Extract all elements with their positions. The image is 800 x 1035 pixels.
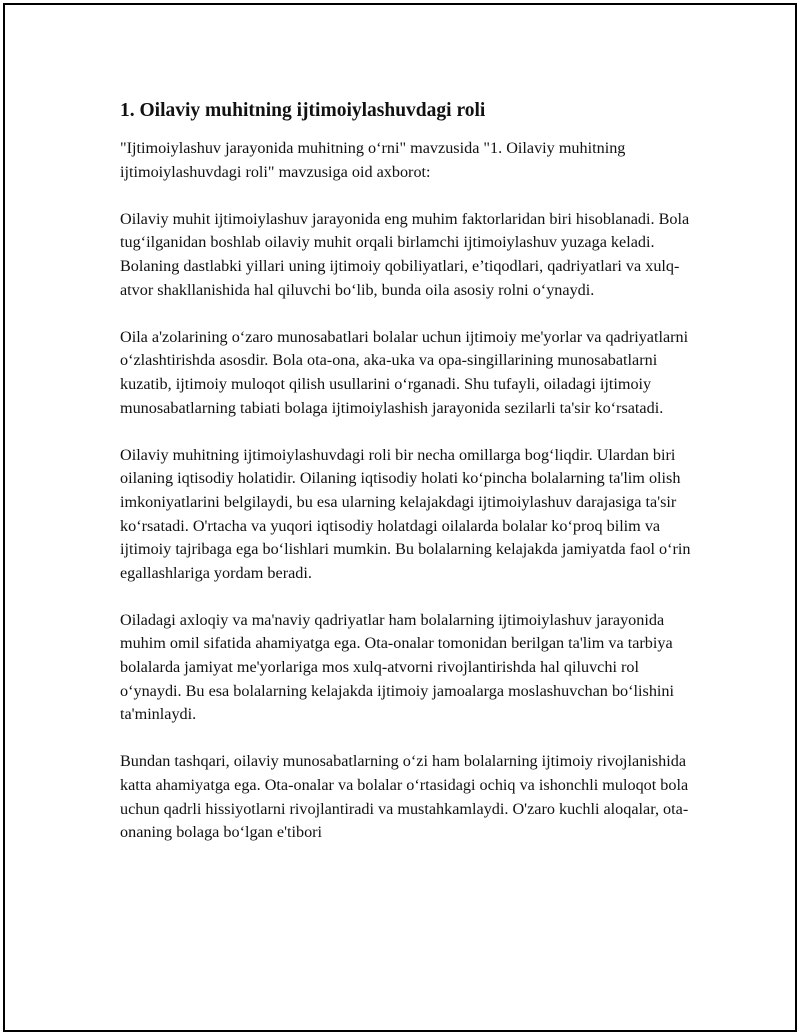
paragraph-2: Oila a'zolarining o‘zaro munosabatlari bolalar uchun ijtimoiy me'yorlar va qadriyatlarni o‘zlashtirishda asosdir. Bola ota-ona, aka-uka va opa-singillarining munosabatlarni kuzatib, ijtimoiy muloqot qilish usullarini o‘rganadi. Shu tufayli, oiladagi ijtimoiy munosabatlarning tabiati bolaga ijtimoiylashish jarayonida sezilarli ta'sir ko‘rsatadi.	[120, 327, 689, 417]
paragraph-3: Oilaviy muhitning ijtimoiylashuvdagi roli bir necha omillarga bog‘liqdir. Ulardan biri oilaning iqtisodiy holatidir. Oilaning iqtisodiy holati ko‘pincha bolalarning ta'lim olish imkoniyatlarini belgilaydi, bu esa ularning kelajakdagi ijtimoiylashuv darajasiga ta'sir ko‘rsatadi. O'rtacha va yuqori iqtisodiy holatdagi oilalarda bolalar ko‘proq bilim va ijtimoiy tajribaga ega bo‘lishlari mumkin. Bu bolalarning kelajakda jamiyatda faol o‘rin egallashlariga yordam beradi.	[120, 445, 691, 582]
paragraph-1: Oilaviy muhit ijtimoiylashuv jarayonida eng muhim faktorlaridan biri hisoblanadi. Bola tug‘ilganidan boshlab oilaviy muhit orqali birlamchi ijtimoiylashuv yuzaga keladi. Bolaning dastlabki yillari uning ijtimoiy qobiliyatlari, e’tiqodlari, qadriyatlari va xulq-atvor shakllanishida hal qiluvchi bo‘lib, bunda oila asosiy rolni o‘ynaydi.	[120, 209, 690, 299]
paragraph-5: Bundan tashqari, oilaviy munosabatlarning o‘zi ham bolalarning ijtimoiy rivojlanishida katta ahamiyatga ega. Ota-onalar va bolalar o‘rtasidagi ochiq va ishonchli muloqot bola uchun qadrli hissiyotlarni rivojlantiradi va mustahkamlaydi. O'zaro kuchli aloqalar, ota-onaning bolaga bo‘lgan e'tibori	[120, 752, 689, 842]
paragraph-intro: "Ijtimoiylashuv jarayonida muhitning o‘rni" mavzusida "1. Oilaviy muhitning ijtimoiylashuvdagi roli" mavzusiga oid axborot:	[120, 139, 626, 181]
page-frame	[3, 3, 797, 1032]
document-heading: 1. Oilaviy muhitning ijtimoiylashuvdagi roli	[120, 100, 486, 121]
document-body	[120, 97, 695, 868]
paragraph-4: Oiladagi axloqiy va ma'naviy qadriyatlar ham bolalarning ijtimoiylashuv jarayonida muhim omil sifatida ahamiyatga ega. Ota-onalar tomonidan berilgan ta'lim va tarbiya bolalarda jamiyat me'yorlariga mos xulq-atvorni rivojlantirishda hal qiluvchi rol o‘ynaydi. Bu esa bolalarning kelajakda ijtimoiy jamoalarga moslashuvchan bo‘lishini ta'minlaydi.	[120, 610, 674, 724]
